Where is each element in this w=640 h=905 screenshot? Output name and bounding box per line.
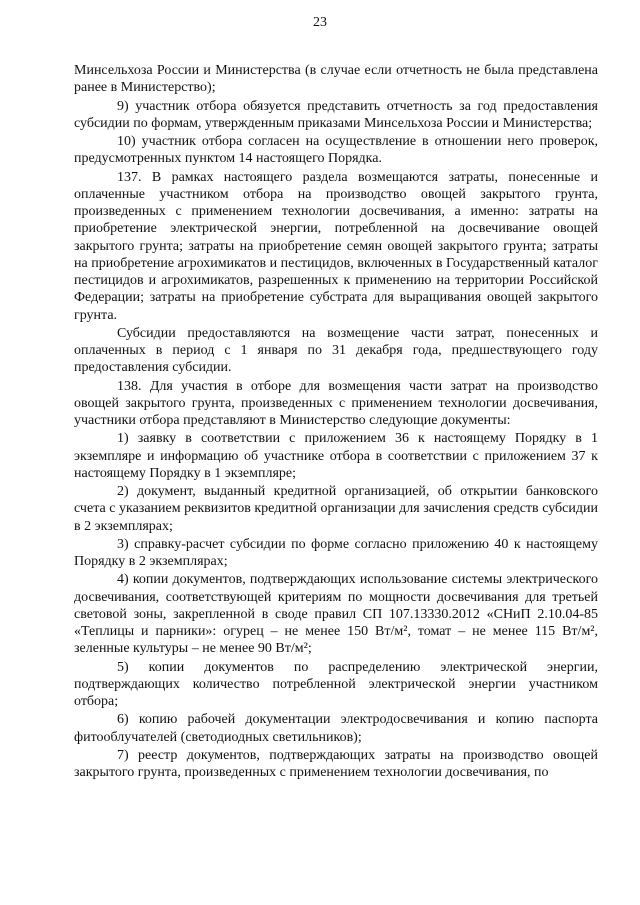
paragraph-document-1: 1) заявку в соответствии с приложением 36 к настоящему Порядку в 1 экземпляре и информацию об участнике отбора в соответствии с приложением 37 к настоящему Порядку в 1 экземпляре; — [74, 431, 598, 481]
paragraph-item-10: 10) участник отбора согласен на осуществление в отношении него проверок, предусмотренных пунктом 14 настоящего Порядка. — [74, 134, 598, 167]
paragraph-document-2: 2) документ, выданный кредитной организацией, об открытии банковского счета с указанием реквизитов кредитной организации для зачисления средств субсидии в 2 экземплярах; — [74, 484, 598, 534]
page-number: 23 — [313, 15, 327, 30]
document-body — [74, 62, 598, 781]
paragraph-item-9: 9) участник отбора обязуется представить отчетность за год предоставления субсидии по формам, утвержденным приказами Минсельхоза России и Министерства; — [74, 98, 598, 131]
paragraph-document-5: 5) копии документов по распределению электрической энергии, подтверждающих количество потребленной электрической энергии участником отбора; — [74, 659, 598, 709]
paragraph-continuation: Минсельхоза России и Министерства (в случае если отчетность не была представлена ранее в Министерство); — [74, 63, 598, 96]
paragraph-clause-137: 137. В рамках настоящего раздела возмещаются затраты, понесенные и оплаченные участником отбора на производство овощей закрытого грунта, произведенных с применением технологии досвечивания, а именно: затраты на приобретение электрической энергии, потребленной на досвечивание овощей закрытого грунта; затраты на приобретение семян овощей закрытого грунта; затраты на приобретение агрохимикатов и пестицидов, включенных в Государственный каталог пестицидов и агрохимикатов, разрешенных к применению на территории Российской Федерации; затраты на приобретение субстрата для выращивания овощей закрытого грунта. — [74, 169, 598, 323]
paragraph-document-7: 7) реестр документов, подтверждающих затраты на производство овощей закрытого грунта, произведенных с применением технологии досвечивания, по — [74, 747, 598, 780]
paragraph-clause-138: 138. Для участия в отборе для возмещения части затрат на производство овощей закрытого грунта, произведенных с применением технологии досвечивания, участники отбора представляют в Министерство следующие документы: — [74, 378, 598, 428]
paragraph-document-6: 6) копию рабочей документации электродосвечивания и копию паспорта фитооблучателей (светодиодных светильников); — [74, 712, 598, 745]
paragraph-document-4: 4) копии документов, подтверждающих использование системы электрического досвечивания, соответствующей критериям по мощности досвечивания для третьей световой зоны, закрепленной в своде правил СП 107.13330.2012 «СНиП 2.10.04-85 «Теплицы и парники»: огурец – не менее 150 Вт/м², томат – не менее 115 Вт/м², зеленные культуры – не менее 90 Вт/м²; — [74, 572, 598, 657]
paragraph-document-3: 3) справку-расчет субсидии по форме согласно приложению 40 к настоящему Порядку в 2 экземплярах; — [74, 536, 598, 569]
paragraph-subsidy-period: Субсидии предоставляются на возмещение части затрат, понесенных и оплаченных в период с 1 января по 31 декабря года, предшествующего году предоставления субсидии. — [74, 325, 598, 376]
